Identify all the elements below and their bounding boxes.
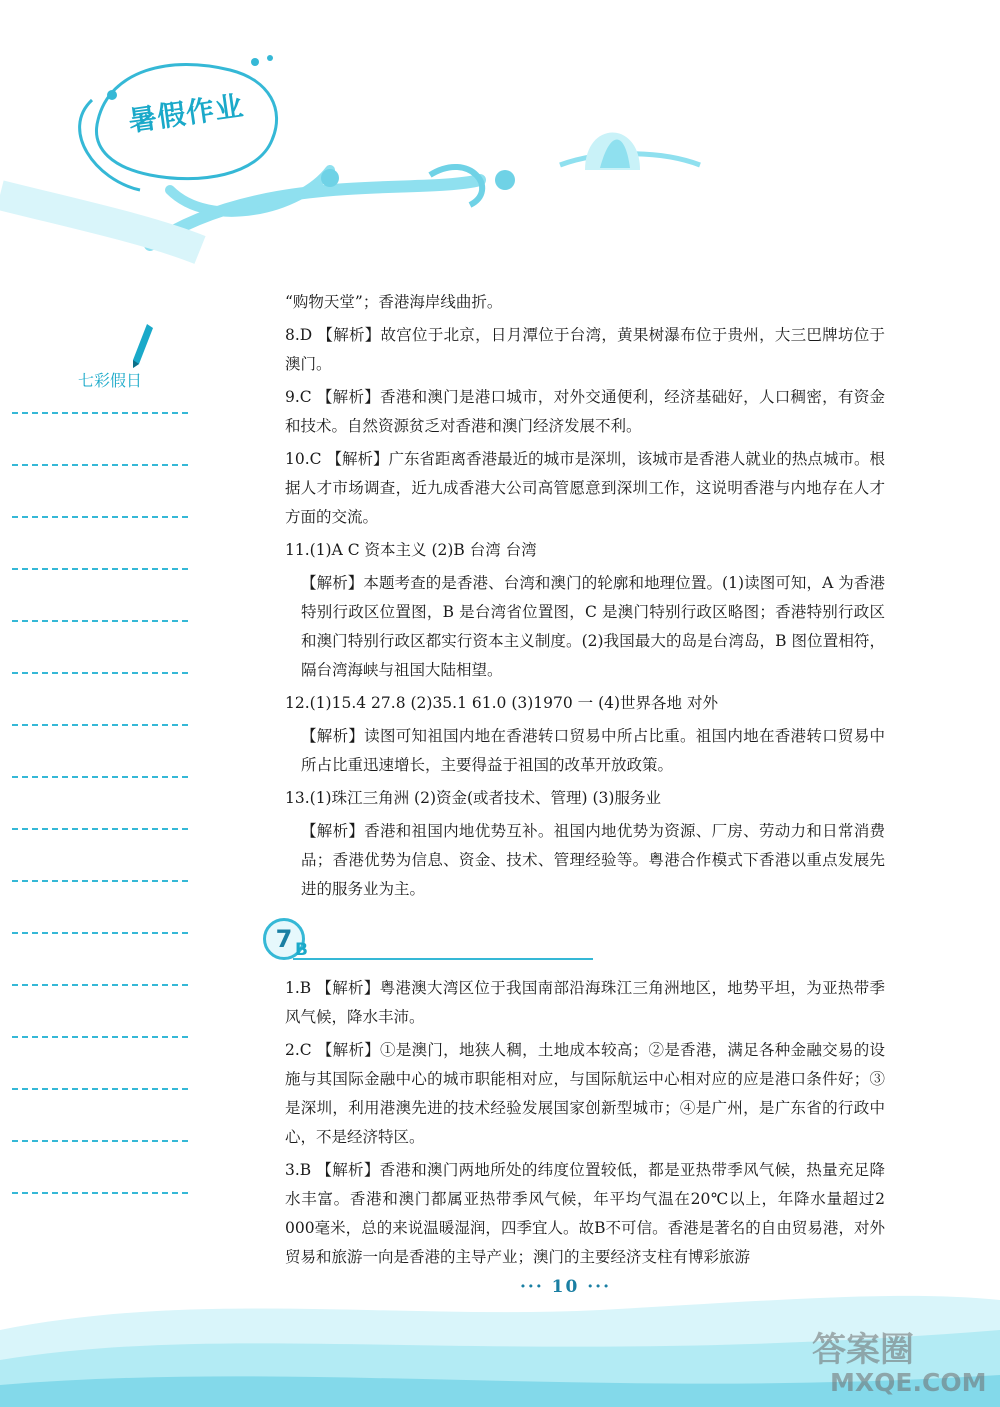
note-line [12,672,188,674]
answer-paragraph: 10.C 【解析】广东省距离香港最近的城市是深圳，该城市是香港人就业的热点城市。根据人才市场调查，近九成香港大公司高管愿意到深圳工作，这说明香港与内地存在人才方面的交流。 [285,450,885,526]
answer-paragraph: 9.C 【解析】香港和澳门是港口城市，对外交通便利，经济基础好，人口稠密，有资金和技术。自然资源贫乏对香港和澳门经济发展不利。 [285,388,885,435]
note-line [12,932,188,934]
note-line [12,620,188,622]
note-line [12,984,188,986]
answer-paragraph: 1.B 【解析】粤港澳大湾区位于我国南部沿海珠江三角洲地区，地势平坦，为亚热带季风气候，降水丰沛。 [285,979,885,1026]
note-line [12,412,188,414]
sidebar-label: 七彩假日 [78,371,143,390]
section-divider [293,958,593,960]
answer-paragraph: 2.C 【解析】①是澳门，地狭人稠，土地成本较高；②是香港，满足各种金融交易的设施与其国际金融中心的城市职能相对应，与国际航运中心相对应的应是港口条件好；③是深圳，利用港澳先进的技术经验发展国家创新型城市；④是广州，是广东省的行政中心，不是经济特区。 [285,1041,885,1146]
note-line [12,880,188,882]
section-badge [255,916,885,968]
watermark-logo: 答案圈 [812,1330,914,1370]
answer-paragraph: 12.(1)15.4 27.8 (2)35.1 61.0 (3)1970 一 (4)世界各地 对外 [285,694,718,712]
note-line [12,568,188,570]
note-line [12,1088,188,1090]
analysis-paragraph: 【解析】读图可知祖国内地在香港转口贸易中所占比重。祖国内地在香港转口贸易中所占比重迅速增长，主要得益于祖国的改革开放政策。 [301,727,885,774]
answer-content [275,288,885,1276]
answer-paragraph: 11.(1)A C 资本主义 (2)B 台湾 台湾 [285,541,537,559]
watermark-url: MXQE.COM [830,1368,987,1397]
pen-icon [127,322,157,372]
answer-paragraph: 8.D 【解析】故宫位于北京，日月潭位于台湾，黄果树瀑布位于贵州，大三巴牌坊位于澳门。 [285,326,885,373]
answer-paragraph: “购物天堂”；香港海岸线曲折。 [285,293,503,311]
title-banner: 暑假作业 [126,89,246,138]
section-number: 7 [263,918,305,960]
note-line [12,724,188,726]
note-line [12,1192,188,1194]
note-line [12,1140,188,1142]
note-line [12,1036,188,1038]
note-line [12,828,188,830]
analysis-paragraph: 【解析】香港和祖国内地优势互补。祖国内地优势为资源、厂房、劳动力和日常消费品；香港优势为信息、资金、技术、管理经验等。粤港合作模式下香港以重点发展先进的服务业为主。 [301,822,885,898]
note-line [12,776,188,778]
answer-paragraph: 13.(1)珠江三角洲 (2)资金(或者技术、管理) (3)服务业 [285,789,661,807]
section-letter: B [295,940,308,960]
page-number: ··· 10 ··· [520,1277,612,1297]
analysis-paragraph: 【解析】本题考查的是香港、台湾和澳门的轮廓和地理位置。(1)读图可知，A 为香港特别行政区位置图，B 是台湾省位置图，C 是澳门特别行政区略图；香港特别行政区和澳门特别行政区都实行资本主义制度。(2)我国最大的岛是台湾岛，B 图位置相符，隔台湾海峡与祖国大陆相望。 [301,574,885,679]
note-line [12,516,188,518]
answer-paragraph: 3.B 【解析】香港和澳门两地所处的纬度位置较低，都是亚热带季风气候，热量充足降水丰富。香港和澳门都属亚热带季风气候，年平均气温在20℃以上，年降水量超过2 000毫米，总的来说温暖湿润，四季宜人。故B不可信。香港是著名的自由贸易港，对外贸易和旅游一向是香港的主导产业；澳门的主要经济支柱有博彩旅游 [285,1161,885,1266]
note-line [12,464,188,466]
